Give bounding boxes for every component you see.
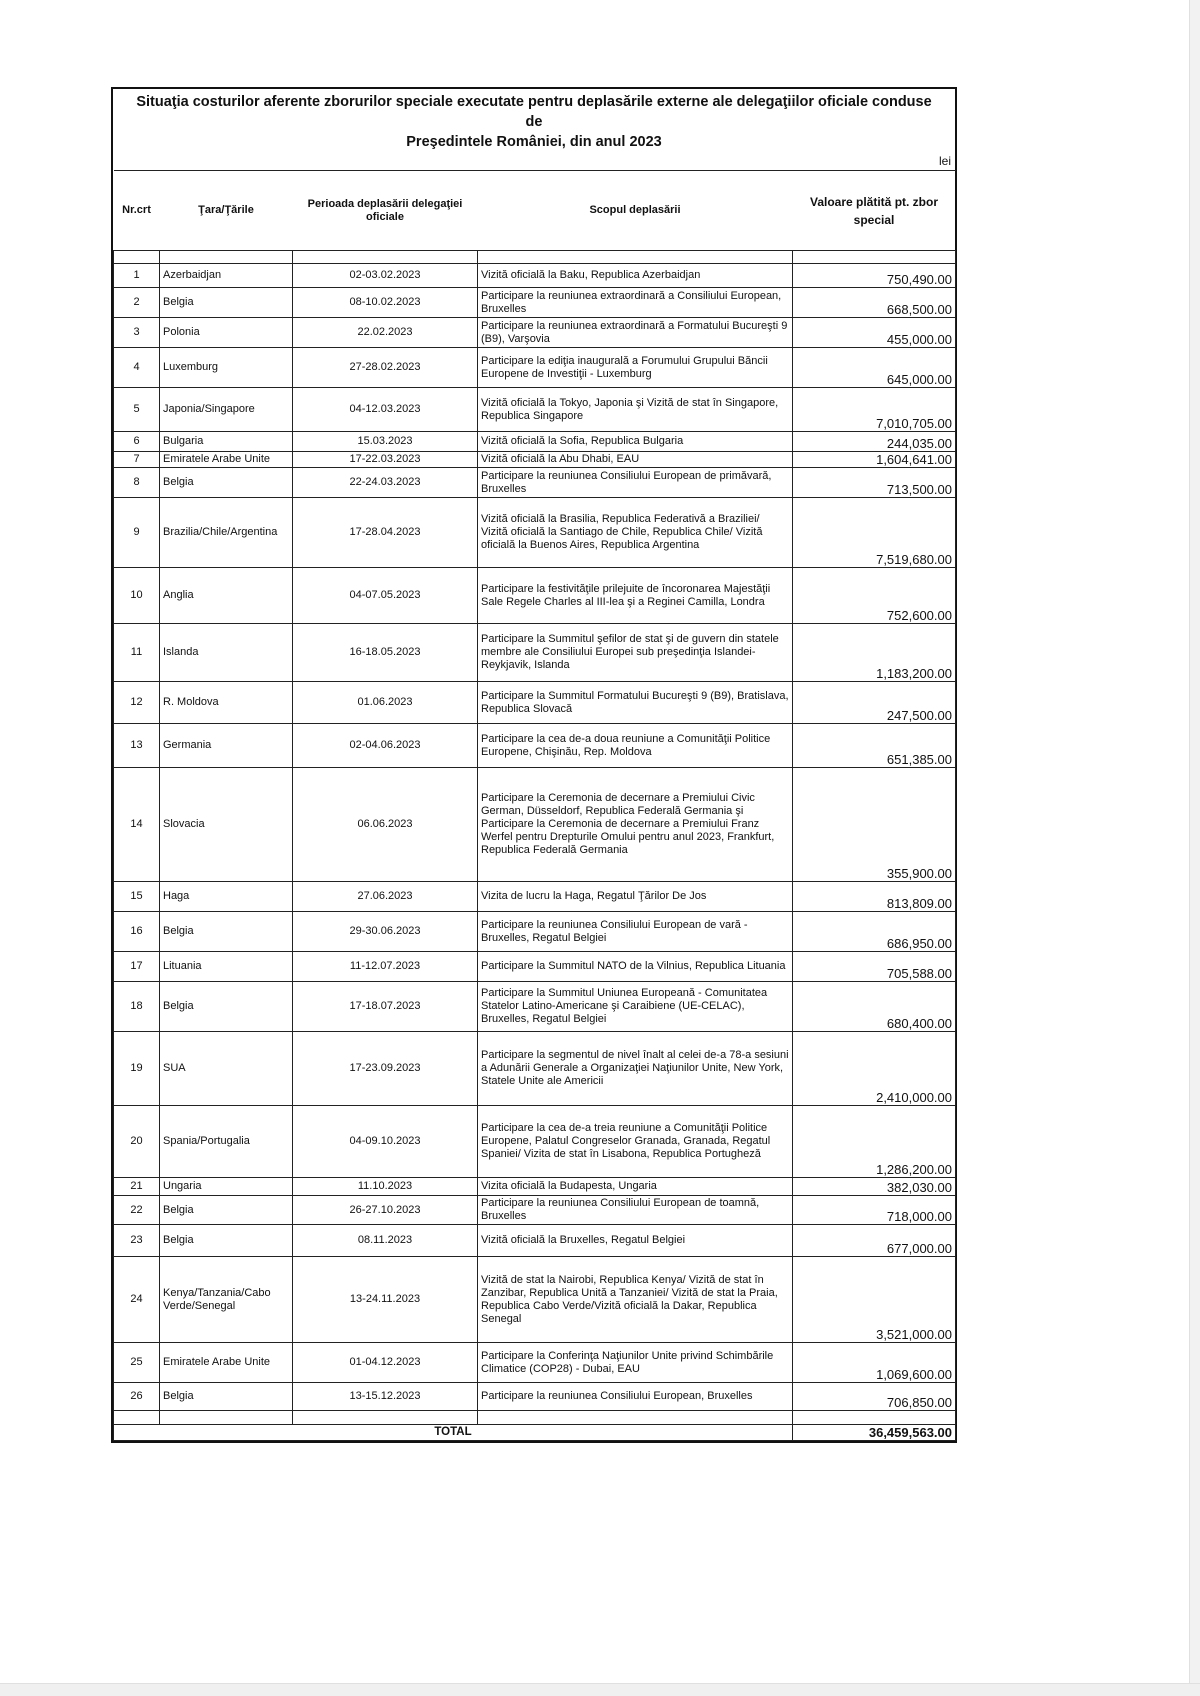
row-value: 1,183,200.00 (793, 624, 956, 682)
table-row (114, 1225, 956, 1257)
row-country: Japonia/Singapore (160, 388, 293, 432)
row-value: 1,286,200.00 (793, 1106, 956, 1178)
row-value: 247,500.00 (793, 682, 956, 724)
row-period: 06.06.2023 (293, 768, 478, 882)
table-row (114, 912, 956, 952)
row-value: 645,000.00 (793, 348, 956, 388)
table-row (114, 1178, 956, 1196)
row-period: 15.03.2023 (293, 432, 478, 452)
row-country: Brazilia/Chile/Argentina (160, 498, 293, 568)
row-value: 680,400.00 (793, 982, 956, 1032)
row-period: 11-12.07.2023 (293, 952, 478, 982)
spacer-cell (793, 251, 956, 264)
row-purpose: Vizită de stat la Nairobi, Republica Kenya/ Vizită de stat în Zanzibar, Republica Unită a Tanzaniei/ Vizită de stat la Praia, Republica Cabo Verde/Vizită oficială la Dakar, Republica Senegal (478, 1257, 793, 1343)
table-row (114, 952, 956, 982)
blank-cell (114, 1411, 160, 1425)
row-country: Haga (160, 882, 293, 912)
header-perioada: Perioada deplasării delegaţiei oficiale (293, 171, 478, 251)
row-number: 1 (114, 264, 160, 288)
row-country: Bulgaria (160, 432, 293, 452)
cost-report-sheet (111, 87, 957, 1443)
header-scop: Scopul deplasării (478, 171, 793, 251)
row-number: 8 (114, 468, 160, 498)
row-period: 17-23.09.2023 (293, 1032, 478, 1106)
row-number: 13 (114, 724, 160, 768)
row-period: 08.11.2023 (293, 1225, 478, 1257)
table-row (114, 882, 956, 912)
row-country: Emiratele Arabe Unite (160, 452, 293, 468)
row-period: 08-10.02.2023 (293, 288, 478, 318)
row-period: 22.02.2023 (293, 318, 478, 348)
row-value: 244,035.00 (793, 432, 956, 452)
row-country: Spania/Portugalia (160, 1106, 293, 1178)
header-spacer-row (114, 251, 956, 264)
spacer-cell (293, 251, 478, 264)
row-period: 04-09.10.2023 (293, 1106, 478, 1178)
row-period: 01-04.12.2023 (293, 1343, 478, 1383)
spacer-cell (160, 251, 293, 264)
row-number: 23 (114, 1225, 160, 1257)
row-number: 12 (114, 682, 160, 724)
total-row (114, 1425, 956, 1441)
table-row (114, 1343, 956, 1383)
row-number: 22 (114, 1196, 160, 1225)
row-period: 02-03.02.2023 (293, 264, 478, 288)
row-value: 813,809.00 (793, 882, 956, 912)
row-purpose: Participare la segmentul de nivel înalt al celei de-a 78-a sesiuni a Adunării Generale a Organizaţiei Naţiunilor Unite, New York, Statele Unite ale Americii (478, 1032, 793, 1106)
row-purpose: Vizită oficială la Tokyo, Japonia şi Vizită de stat în Singapore, Republica Singapore (478, 388, 793, 432)
row-value: 750,490.00 (793, 264, 956, 288)
row-country: Belgia (160, 912, 293, 952)
table-row (114, 264, 956, 288)
row-purpose: Participare la reuniunea Consiliului European, Bruxelles (478, 1383, 793, 1411)
table-row (114, 318, 956, 348)
table-row (114, 724, 956, 768)
row-number: 17 (114, 952, 160, 982)
row-number: 25 (114, 1343, 160, 1383)
row-purpose: Vizită oficială la Sofia, Republica Bulgaria (478, 432, 793, 452)
row-country: Luxemburg (160, 348, 293, 388)
row-purpose: Participare la cea de-a doua reuniune a Comunităţii Politice Europene, Chişinău, Rep. Moldova (478, 724, 793, 768)
row-value: 713,500.00 (793, 468, 956, 498)
row-value: 455,000.00 (793, 318, 956, 348)
row-value: 355,900.00 (793, 768, 956, 882)
row-number: 15 (114, 882, 160, 912)
row-value: 706,850.00 (793, 1383, 956, 1411)
row-period: 27.06.2023 (293, 882, 478, 912)
row-purpose: Participare la Summitul Uniunea Europeană - Comunitatea Statelor Latino-Americane şi Caraibiene (UE-CELAC), Bruxelles, Regatul Belgiei (478, 982, 793, 1032)
row-purpose: Participare la reuniunea extraordinară a Formatului Bucureşti 9 (B9), Varşovia (478, 318, 793, 348)
table-row (114, 624, 956, 682)
row-period: 17-18.07.2023 (293, 982, 478, 1032)
row-number: 21 (114, 1178, 160, 1196)
row-number: 4 (114, 348, 160, 388)
row-value: 7,519,680.00 (793, 498, 956, 568)
total-label: TOTAL (114, 1425, 793, 1441)
row-purpose: Participare la reuniunea Consiliului European de toamnă, Bruxelles (478, 1196, 793, 1225)
row-period: 17-28.04.2023 (293, 498, 478, 568)
row-period: 11.10.2023 (293, 1178, 478, 1196)
row-country: Belgia (160, 982, 293, 1032)
row-number: 19 (114, 1032, 160, 1106)
row-value: 7,010,705.00 (793, 388, 956, 432)
row-value: 1,069,600.00 (793, 1343, 956, 1383)
table-row (114, 568, 956, 624)
row-period: 16-18.05.2023 (293, 624, 478, 682)
row-purpose: Participare la cea de-a treia reuniune a Comunităţii Politice Europene, Palatul Congreselor Granada, Granada, Regatul Spaniei/ Vizita de stat în Lisabona, Republica Portugheză (478, 1106, 793, 1178)
row-purpose: Participare la reuniunea extraordinară a Consiliului European, Bruxelles (478, 288, 793, 318)
row-value: 686,950.00 (793, 912, 956, 952)
total-value: 36,459,563.00 (793, 1425, 956, 1441)
row-number: 11 (114, 624, 160, 682)
row-period: 13-24.11.2023 (293, 1257, 478, 1343)
row-purpose: Participare la ediţia inaugurală a Forumului Grupului Băncii Europene de Investiţii - Luxemburg (478, 348, 793, 388)
blank-cell (160, 1411, 293, 1425)
row-value: 1,604,641.00 (793, 452, 956, 468)
row-number: 6 (114, 432, 160, 452)
row-number: 26 (114, 1383, 160, 1411)
header-valoare: Valoare plătită pt. zbor special (793, 171, 956, 251)
title-line-2: Preşedintele României, din anul 2023 (406, 134, 662, 150)
row-country: Germania (160, 724, 293, 768)
row-country: Azerbaidjan (160, 264, 293, 288)
row-country: Belgia (160, 1225, 293, 1257)
row-country: Belgia (160, 1383, 293, 1411)
row-value: 3,521,000.00 (793, 1257, 956, 1343)
table-row (114, 1106, 956, 1178)
row-number: 16 (114, 912, 160, 952)
row-country: R. Moldova (160, 682, 293, 724)
currency-unit: lei (938, 154, 951, 168)
row-purpose: Participare la Summitul şefilor de stat şi de guvern din statele membre ale Consiliului Europei sub preşedinţia Islandei- Reykjavik, Islanda (478, 624, 793, 682)
blank-cell (293, 1411, 478, 1425)
row-purpose: Participare la reuniunea Consiliului European de vară - Bruxelles, Regatul Belgiei (478, 912, 793, 952)
page-edge-bottom (0, 1683, 1200, 1696)
flight-costs-table (113, 170, 956, 1441)
row-period: 13-15.12.2023 (293, 1383, 478, 1411)
table-row (114, 288, 956, 318)
row-country: Anglia (160, 568, 293, 624)
table-row (114, 348, 956, 388)
row-purpose: Vizită oficială la Abu Dhabi, EAU (478, 452, 793, 468)
row-purpose: Participare la Summitul Formatului Bucureşti 9 (B9), Bratislava, Republica Slovacă (478, 682, 793, 724)
row-country: Kenya/Tanzania/Cabo Verde/Senegal (160, 1257, 293, 1343)
row-country: Ungaria (160, 1178, 293, 1196)
row-period: 04-12.03.2023 (293, 388, 478, 432)
row-purpose: Participare la festivităţile prilejuite de încoronarea Majestăţii Sale Regele Charles al III-lea şi a Reginei Camilla, Londra (478, 568, 793, 624)
table-row (114, 1032, 956, 1106)
row-country: Islanda (160, 624, 293, 682)
row-number: 14 (114, 768, 160, 882)
table-row (114, 452, 956, 468)
row-purpose: Participare la Summitul NATO de la Vilnius, Republica Lituania (478, 952, 793, 982)
table-body (114, 264, 956, 1411)
table-row (114, 468, 956, 498)
table-header-row (114, 171, 956, 251)
row-period: 22-24.03.2023 (293, 468, 478, 498)
document-title (113, 89, 955, 152)
row-value: 382,030.00 (793, 1178, 956, 1196)
page-edge-right (1189, 0, 1200, 1696)
row-number: 3 (114, 318, 160, 348)
row-number: 18 (114, 982, 160, 1032)
table-row (114, 1196, 956, 1225)
row-purpose: Participare la Conferinţa Naţiunilor Unite privind Schimbările Climatice (COP28) - Dubai, EAU (478, 1343, 793, 1383)
row-period: 01.06.2023 (293, 682, 478, 724)
table-row (114, 982, 956, 1032)
header-tara: Ţara/Ţările (160, 171, 293, 251)
row-value: 705,588.00 (793, 952, 956, 982)
row-value: 651,385.00 (793, 724, 956, 768)
row-value: 718,000.00 (793, 1196, 956, 1225)
table-row (114, 1257, 956, 1343)
row-purpose: Vizită oficială la Bruxelles, Regatul Belgiei (478, 1225, 793, 1257)
row-number: 9 (114, 498, 160, 568)
table-row (114, 682, 956, 724)
row-value: 677,000.00 (793, 1225, 956, 1257)
row-number: 20 (114, 1106, 160, 1178)
row-country: Lituania (160, 952, 293, 982)
row-number: 10 (114, 568, 160, 624)
header-nr: Nr.crt (114, 171, 160, 251)
row-number: 2 (114, 288, 160, 318)
table-row (114, 498, 956, 568)
spacer-cell (114, 251, 160, 264)
row-period: 27-28.02.2023 (293, 348, 478, 388)
row-purpose: Participare la reuniunea Consiliului European de primăvară, Bruxelles (478, 468, 793, 498)
blank-row (114, 1411, 956, 1425)
row-country: Belgia (160, 1196, 293, 1225)
row-country: Belgia (160, 288, 293, 318)
row-country: Slovacia (160, 768, 293, 882)
row-country: Polonia (160, 318, 293, 348)
row-country: Belgia (160, 468, 293, 498)
table-row (114, 768, 956, 882)
row-number: 24 (114, 1257, 160, 1343)
row-purpose: Vizită oficială la Brasilia, Republica Federativă a Braziliei/ Vizită oficială la Santiago de Chile, Republica Chile/ Vizită oficială la Buenos Aires, Republica Argentina (478, 498, 793, 568)
row-period: 02-04.06.2023 (293, 724, 478, 768)
table-row (114, 432, 956, 452)
row-country: SUA (160, 1032, 293, 1106)
table-row (114, 388, 956, 432)
row-purpose: Vizita de lucru la Haga, Regatul Ţărilor De Jos (478, 882, 793, 912)
blank-cell (793, 1411, 956, 1425)
row-value: 668,500.00 (793, 288, 956, 318)
spacer-cell (478, 251, 793, 264)
row-purpose: Participare la Ceremonia de decernare a Premiului Civic German, Düsseldorf, Republica Federală Germania şi Participare la Ceremonia de decernare a Premiului Franz Werfel pentru Drepturile Omului pentru anul 2023, Frankfurt, Republica Federală Germania (478, 768, 793, 882)
table-row (114, 1383, 956, 1411)
row-number: 7 (114, 452, 160, 468)
row-purpose: Vizită oficială la Baku, Republica Azerbaidjan (478, 264, 793, 288)
row-period: 17-22.03.2023 (293, 452, 478, 468)
row-value: 2,410,000.00 (793, 1032, 956, 1106)
row-value: 752,600.00 (793, 568, 956, 624)
blank-cell (478, 1411, 793, 1425)
row-country: Emiratele Arabe Unite (160, 1343, 293, 1383)
row-number: 5 (114, 388, 160, 432)
row-period: 29-30.06.2023 (293, 912, 478, 952)
row-purpose: Vizita oficială la Budapesta, Ungaria (478, 1178, 793, 1196)
row-period: 04-07.05.2023 (293, 568, 478, 624)
title-line-1: Situaţia costurilor aferente zborurilor speciale executate pentru deplasările externe ale delegaţiilor oficiale conduse de (136, 94, 932, 130)
row-period: 26-27.10.2023 (293, 1196, 478, 1225)
